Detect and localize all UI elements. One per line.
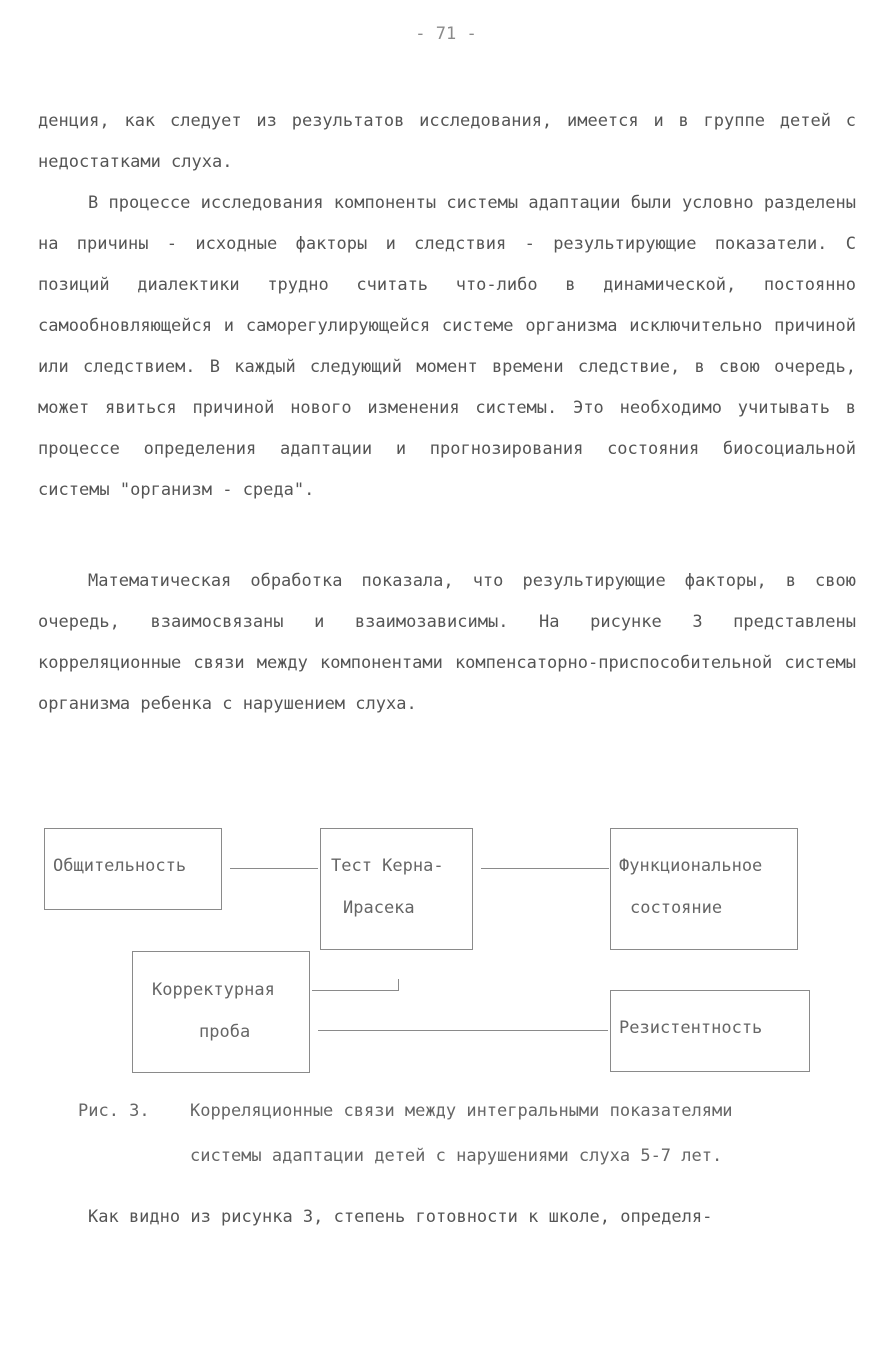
link-kern-functional (481, 868, 609, 869)
box-kern-line1: Тест Керна- (331, 856, 444, 876)
box-functional-line1: Функциональное (619, 856, 763, 876)
page-number: - 71 - (415, 24, 477, 44)
box-resistance (610, 990, 810, 1072)
box-proof-line2: проба (199, 1022, 251, 1042)
paragraph-1: денция, как следует из результатов исследования, имеется и в группе детей с недостатками слуха. (38, 111, 856, 172)
link-proof-kern-h (312, 990, 398, 991)
figure-caption-label: Рис. 3. (78, 1101, 150, 1121)
correlation-diagram (0, 820, 892, 1080)
link-sociability-kern (230, 868, 318, 869)
box-resistance-label: Резистентность (619, 1018, 763, 1038)
link-proof-kern-v (398, 979, 399, 991)
box-functional-state (610, 828, 798, 950)
paragraph-3: Математическая обработка показала, что результирующие факторы, в свою очередь, взаимосвязаны и взаимозависимы. На рисунке 3 представлены корреляционные связи между компонентами компенсаторно-приспособительной системы организма ребенка с нарушением слуха. (38, 571, 856, 714)
link-proof-resistance (318, 1030, 608, 1031)
box-sociability-label: Общительность (53, 856, 187, 876)
box-proof-line1: Корректурная (152, 980, 275, 1000)
box-sociability (44, 828, 222, 910)
paragraph-2: В процессе исследования компоненты системы адаптации были условно разделены на причины - исходные факторы и следствия - результирующие показатели. С позиций диалектики трудно считать что-либо в динамической, постоянно самообновляющейся и саморегулирующейся системе организма исключительно причиной или следствием. В каждый следующий момент времени следствие, в свою очередь, может явиться причиной нового изменения системы. Это необходимо учитывать в процессе определения адаптации и прогнозирования состояния биосоциальной системы "организм - среда". (38, 193, 856, 500)
box-proofreading-test (132, 951, 310, 1073)
figure-caption-line1: Корреляционные связи между интегральными показателями (190, 1101, 733, 1121)
paragraph-5: Как видно из рисунка 3, степень готовности к школе, определя- (88, 1207, 713, 1227)
box-kern-line2: Ирасека (343, 898, 415, 918)
figure-caption-line2: системы адаптации детей с нарушениями слуха 5-7 лет. (190, 1146, 723, 1166)
box-functional-line2: состояние (630, 898, 723, 918)
box-kern-jirasek (320, 828, 473, 950)
